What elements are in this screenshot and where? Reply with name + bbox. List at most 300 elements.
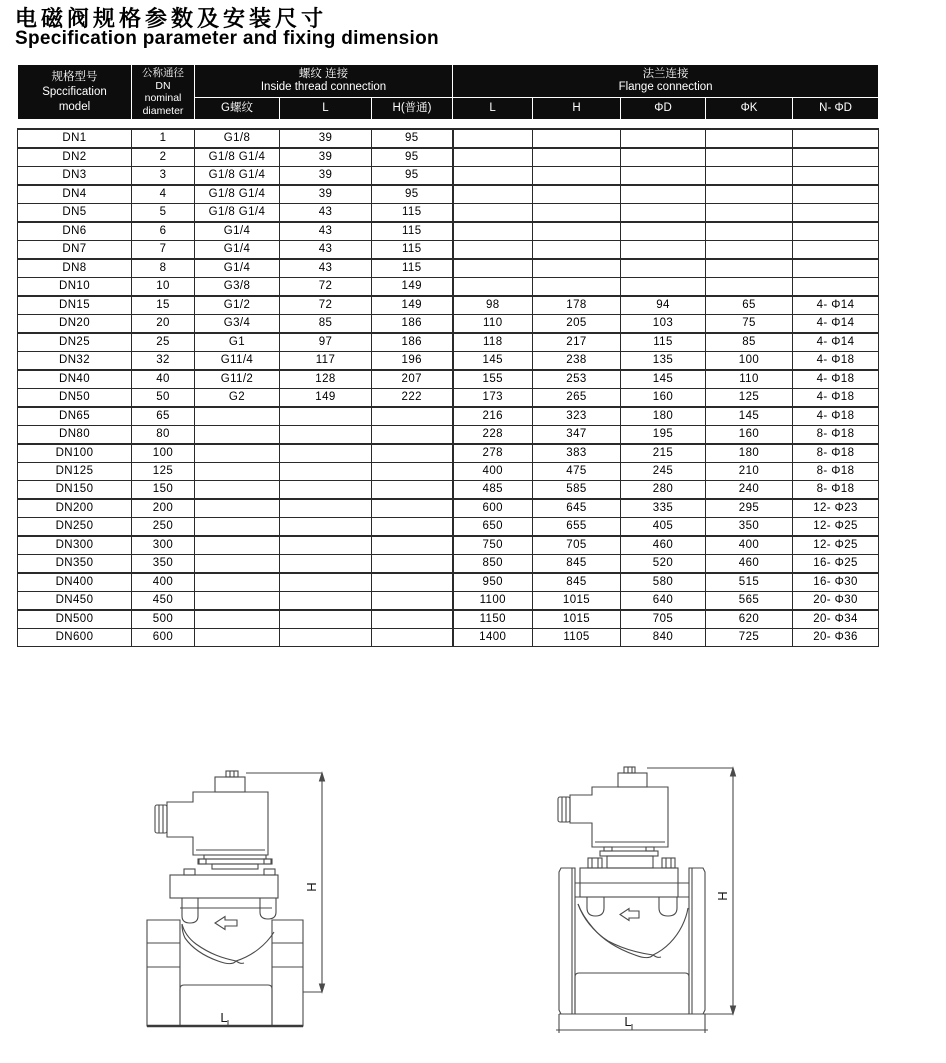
table-row [18, 536, 879, 555]
table-cell: 600 [453, 499, 533, 518]
table-cell: 565 [706, 592, 793, 611]
table-cell [195, 555, 280, 574]
flanged-valve-drawing [548, 756, 748, 1048]
table-cell [195, 481, 280, 500]
table-cell [280, 518, 372, 537]
table-row [18, 463, 879, 481]
table-cell [280, 536, 372, 555]
table-row [18, 259, 879, 278]
table-cell [372, 499, 453, 518]
table-cell: G1/8 G1/4 [195, 204, 280, 223]
table-cell: 95 [372, 148, 453, 167]
table-cell: 43 [280, 259, 372, 278]
table-row [18, 481, 879, 500]
table-cell: 8- Φ18 [793, 481, 879, 500]
table-cell: 750 [453, 536, 533, 555]
table-cell [453, 222, 533, 241]
row-group [18, 407, 879, 444]
spec-table [17, 64, 878, 647]
table-row [18, 278, 879, 297]
table-cell: 8- Φ18 [793, 444, 879, 463]
table-cell: 20 [132, 315, 195, 334]
table-cell: 265 [533, 389, 621, 408]
table-cell [621, 167, 706, 186]
table-cell: 238 [533, 352, 621, 371]
table-cell: 39 [280, 185, 372, 204]
col-header-flange-d: ΦD [621, 98, 706, 120]
table-cell: DN40 [18, 370, 132, 389]
table-cell: 350 [132, 555, 195, 574]
table-cell: 620 [706, 610, 793, 629]
table-cell: 405 [621, 518, 706, 537]
table-cell: 850 [453, 555, 533, 574]
table-cell [372, 407, 453, 426]
table-cell: 207 [372, 370, 453, 389]
table-cell: DN125 [18, 463, 132, 481]
row-group [18, 296, 879, 333]
table-cell: 200 [132, 499, 195, 518]
table-cell: 300 [132, 536, 195, 555]
table-cell: 640 [621, 592, 706, 611]
dimension-l [556, 1014, 708, 1033]
table-cell: 97 [280, 333, 372, 352]
table-cell: DN250 [18, 518, 132, 537]
dim-label-h: H [715, 891, 730, 901]
table-cell [706, 185, 793, 204]
table-cell: 4 [132, 185, 195, 204]
table-cell [533, 278, 621, 297]
table-cell: DN3 [18, 167, 132, 186]
table-cell: 705 [621, 610, 706, 629]
table-cell [195, 444, 280, 463]
row-group [18, 148, 879, 185]
col-header-model-en2: model [58, 100, 91, 113]
table-cell: 180 [706, 444, 793, 463]
table-cell: DN65 [18, 407, 132, 426]
table-cell: 196 [372, 352, 453, 371]
table-cell [372, 592, 453, 611]
table-cell [533, 167, 621, 186]
table-cell: 1015 [533, 610, 621, 629]
table-cell [706, 204, 793, 223]
table-cell: 8- Φ18 [793, 463, 879, 481]
table-cell: 72 [280, 278, 372, 297]
table-cell: 280 [621, 481, 706, 500]
table-cell: 1105 [533, 629, 621, 647]
table-cell: 2 [132, 148, 195, 167]
col-header-dn-l3: nominal [144, 92, 182, 104]
table-cell [280, 592, 372, 611]
table-cell: 1150 [453, 610, 533, 629]
table-cell [621, 129, 706, 148]
col-header-dn-l4: diameter [142, 104, 184, 117]
table-cell [372, 444, 453, 463]
table-cell: 278 [453, 444, 533, 463]
col-header-model-en1: Spccification [42, 85, 107, 98]
table-cell: 216 [453, 407, 533, 426]
table-cell: DN8 [18, 259, 132, 278]
table-cell: 655 [533, 518, 621, 537]
table-cell: 65 [706, 296, 793, 315]
table-cell: 75 [706, 315, 793, 334]
table-cell [280, 555, 372, 574]
col-header-flange-h: H [533, 98, 621, 120]
table-cell: 1100 [453, 592, 533, 611]
table-cell: DN400 [18, 573, 132, 592]
table-cell: G3/4 [195, 315, 280, 334]
coil-assembly [155, 771, 268, 855]
table-cell: 100 [132, 444, 195, 463]
table-cell: 50 [132, 389, 195, 408]
table-cell: DN2 [18, 148, 132, 167]
table-row [18, 185, 879, 204]
table-cell [280, 463, 372, 481]
col-header-g-thread: G螺纹 [195, 98, 280, 120]
table-cell: 32 [132, 352, 195, 371]
table-cell: 253 [533, 370, 621, 389]
table-cell: 10 [132, 278, 195, 297]
table-cell [793, 129, 879, 148]
table-cell: G1 [195, 333, 280, 352]
row-group [18, 129, 879, 148]
table-cell: 6 [132, 222, 195, 241]
valve-body [575, 904, 689, 1014]
table-cell: DN150 [18, 481, 132, 500]
table-cell: 845 [533, 555, 621, 574]
table-cell: 5 [132, 204, 195, 223]
table-cell: 520 [621, 555, 706, 574]
table-cell: 145 [621, 370, 706, 389]
table-row [18, 629, 879, 647]
col-header-dn-l2: DN [155, 79, 171, 92]
table-cell [533, 185, 621, 204]
table-cell: 250 [132, 518, 195, 537]
table-cell: 347 [533, 426, 621, 445]
table-cell: 3 [132, 167, 195, 186]
table-cell [706, 259, 793, 278]
table-cell: 12- Φ25 [793, 536, 879, 555]
table-cell [706, 167, 793, 186]
table-cell: G2 [195, 389, 280, 408]
table-cell [280, 407, 372, 426]
table-cell: 383 [533, 444, 621, 463]
table-cell: 515 [706, 573, 793, 592]
table-cell: 39 [280, 148, 372, 167]
flow-arrow [620, 909, 639, 921]
table-cell: 475 [533, 463, 621, 481]
col-group-flange [453, 65, 879, 98]
table-cell: DN600 [18, 629, 132, 647]
table-cell: 295 [706, 499, 793, 518]
threaded-valve-drawing [140, 758, 340, 1048]
table-cell: 117 [280, 352, 372, 371]
col-group-thread-zh: 螺纹 连接 [298, 68, 349, 80]
table-cell [793, 278, 879, 297]
table-cell: 580 [621, 573, 706, 592]
table-cell [453, 278, 533, 297]
table-cell: 160 [621, 389, 706, 408]
table-cell: DN5 [18, 204, 132, 223]
row-group [18, 444, 879, 499]
table-row [18, 555, 879, 574]
table-cell: 485 [453, 481, 533, 500]
page-title-zh: 电磁阀规格参数及安装尺寸 [15, 6, 328, 31]
table-cell: 16- Φ25 [793, 555, 879, 574]
table-cell: 125 [132, 463, 195, 481]
row-group [18, 370, 879, 407]
table-cell: 585 [533, 481, 621, 500]
table-row [18, 610, 879, 629]
table-cell: 725 [706, 629, 793, 647]
table-cell: 39 [280, 167, 372, 186]
table-cell [793, 259, 879, 278]
table-cell [280, 426, 372, 445]
table-cell [453, 167, 533, 186]
spec-table-body [17, 128, 879, 647]
table-cell: 43 [280, 241, 372, 260]
table-cell: DN15 [18, 296, 132, 315]
table-row [18, 333, 879, 352]
table-cell: 115 [372, 259, 453, 278]
table-cell: 85 [280, 315, 372, 334]
table-cell: 150 [132, 481, 195, 500]
table-cell: DN300 [18, 536, 132, 555]
table-cell: 240 [706, 481, 793, 500]
table-row [18, 241, 879, 260]
table-cell: 85 [706, 333, 793, 352]
table-cell: 1400 [453, 629, 533, 647]
table-cell: 173 [453, 389, 533, 408]
table-cell: 1 [132, 129, 195, 148]
table-cell: G1/4 [195, 259, 280, 278]
table-cell [793, 241, 879, 260]
table-cell: 186 [372, 333, 453, 352]
table-cell: 215 [621, 444, 706, 463]
table-cell: 228 [453, 426, 533, 445]
dim-label-l: L [220, 1010, 228, 1025]
table-cell [706, 148, 793, 167]
table-cell: 4- Φ14 [793, 315, 879, 334]
table-cell: 100 [706, 352, 793, 371]
col-header-model [18, 65, 132, 120]
table-cell: 95 [372, 167, 453, 186]
table-cell [372, 536, 453, 555]
table-cell: DN80 [18, 426, 132, 445]
table-cell: 149 [280, 389, 372, 408]
row-group [18, 185, 879, 222]
table-cell [372, 610, 453, 629]
table-cell [533, 259, 621, 278]
table-row [18, 148, 879, 167]
table-cell: 12- Φ23 [793, 499, 879, 518]
table-cell: 840 [621, 629, 706, 647]
table-cell: G11/4 [195, 352, 280, 371]
table-cell: 16- Φ30 [793, 573, 879, 592]
table-cell: 110 [706, 370, 793, 389]
table-row [18, 389, 879, 408]
flow-arrow [215, 917, 237, 930]
table-cell: 12- Φ25 [793, 518, 879, 537]
dim-label-h: H [304, 882, 319, 892]
col-header-flange-nd: N- ΦD [793, 98, 879, 120]
table-cell: 40 [132, 370, 195, 389]
table-cell: DN200 [18, 499, 132, 518]
table-cell: 125 [706, 389, 793, 408]
table-cell: 600 [132, 629, 195, 647]
table-row [18, 518, 879, 537]
table-cell: 245 [621, 463, 706, 481]
table-cell [793, 204, 879, 223]
table-cell: 103 [621, 315, 706, 334]
table-cell: DN10 [18, 278, 132, 297]
row-group [18, 536, 879, 573]
table-cell: DN20 [18, 315, 132, 334]
table-cell: 4- Φ14 [793, 333, 879, 352]
coil-assembly [558, 767, 668, 847]
table-cell [793, 222, 879, 241]
table-cell [372, 555, 453, 574]
table-cell: DN500 [18, 610, 132, 629]
table-cell [195, 536, 280, 555]
table-cell: 80 [132, 426, 195, 445]
table-row [18, 592, 879, 611]
table-cell [195, 463, 280, 481]
table-cell: 110 [453, 315, 533, 334]
table-cell: 500 [132, 610, 195, 629]
table-row [18, 167, 879, 186]
col-group-flange-zh: 法兰连接 [642, 68, 689, 80]
table-cell: 323 [533, 407, 621, 426]
table-cell [195, 610, 280, 629]
table-cell [533, 222, 621, 241]
table-cell: DN50 [18, 389, 132, 408]
table-cell: 25 [132, 333, 195, 352]
spec-table-header [17, 64, 879, 120]
table-cell [195, 518, 280, 537]
table-cell: 950 [453, 573, 533, 592]
valve-bonnet [170, 855, 278, 923]
table-cell: 20- Φ34 [793, 610, 879, 629]
table-cell [793, 167, 879, 186]
col-header-thread-l: L [280, 98, 372, 120]
table-cell [533, 148, 621, 167]
table-cell: 135 [621, 352, 706, 371]
col-header-thread-h: H(普通) [372, 98, 453, 120]
table-cell [195, 407, 280, 426]
dimension-h [647, 768, 736, 1014]
table-cell [280, 610, 372, 629]
table-cell: DN1 [18, 129, 132, 148]
table-cell: 39 [280, 129, 372, 148]
table-cell: 8- Φ18 [793, 426, 879, 445]
table-cell [621, 222, 706, 241]
table-cell [793, 185, 879, 204]
table-cell: 7 [132, 241, 195, 260]
table-cell: G1/2 [195, 296, 280, 315]
table-cell [621, 204, 706, 223]
table-cell: DN6 [18, 222, 132, 241]
col-group-flange-en: Flange connection [618, 81, 713, 93]
table-cell: 178 [533, 296, 621, 315]
table-cell [372, 463, 453, 481]
table-row [18, 370, 879, 389]
row-group [18, 333, 879, 370]
table-cell: 335 [621, 499, 706, 518]
table-cell: 118 [453, 333, 533, 352]
table-cell: 43 [280, 204, 372, 223]
table-cell: 4- Φ18 [793, 352, 879, 371]
table-cell: 115 [372, 222, 453, 241]
row-group [18, 610, 879, 647]
table-cell [372, 518, 453, 537]
table-cell [621, 148, 706, 167]
row-group [18, 222, 879, 259]
table-cell: G3/8 [195, 278, 280, 297]
col-group-thread [195, 65, 453, 98]
table-cell: DN100 [18, 444, 132, 463]
table-cell: 205 [533, 315, 621, 334]
table-cell [195, 499, 280, 518]
dim-label-l: L [624, 1014, 632, 1029]
table-cell [706, 222, 793, 241]
table-cell [621, 278, 706, 297]
table-cell: 8 [132, 259, 195, 278]
table-cell: 400 [706, 536, 793, 555]
table-row [18, 222, 879, 241]
table-cell: G1/8 G1/4 [195, 185, 280, 204]
table-cell [453, 129, 533, 148]
table-row [18, 315, 879, 334]
table-cell: 115 [372, 204, 453, 223]
table-cell: G1/4 [195, 241, 280, 260]
table-cell [280, 499, 372, 518]
table-cell: 72 [280, 296, 372, 315]
table-cell [533, 204, 621, 223]
table-row [18, 352, 879, 371]
table-cell: DN7 [18, 241, 132, 260]
table-cell [453, 185, 533, 204]
table-cell: 460 [706, 555, 793, 574]
table-cell: 145 [453, 352, 533, 371]
table-cell [453, 204, 533, 223]
table-cell [706, 129, 793, 148]
table-cell: 95 [372, 185, 453, 204]
table-cell: 95 [372, 129, 453, 148]
table-row [18, 296, 879, 315]
table-cell: 350 [706, 518, 793, 537]
table-row [18, 444, 879, 463]
table-cell: DN25 [18, 333, 132, 352]
table-cell: 186 [372, 315, 453, 334]
table-cell [195, 426, 280, 445]
col-header-flange-k: ΦK [706, 98, 793, 120]
table-cell [706, 241, 793, 260]
table-cell: 645 [533, 499, 621, 518]
table-cell [533, 129, 621, 148]
table-cell [280, 573, 372, 592]
table-cell: DN350 [18, 555, 132, 574]
table-cell: 450 [132, 592, 195, 611]
col-header-flange-l: L [453, 98, 533, 120]
table-cell: 460 [621, 536, 706, 555]
table-cell: 160 [706, 426, 793, 445]
table-cell: 20- Φ36 [793, 629, 879, 647]
table-cell [280, 629, 372, 647]
table-cell [195, 629, 280, 647]
table-cell [453, 241, 533, 260]
table-cell [621, 241, 706, 260]
table-cell [793, 148, 879, 167]
